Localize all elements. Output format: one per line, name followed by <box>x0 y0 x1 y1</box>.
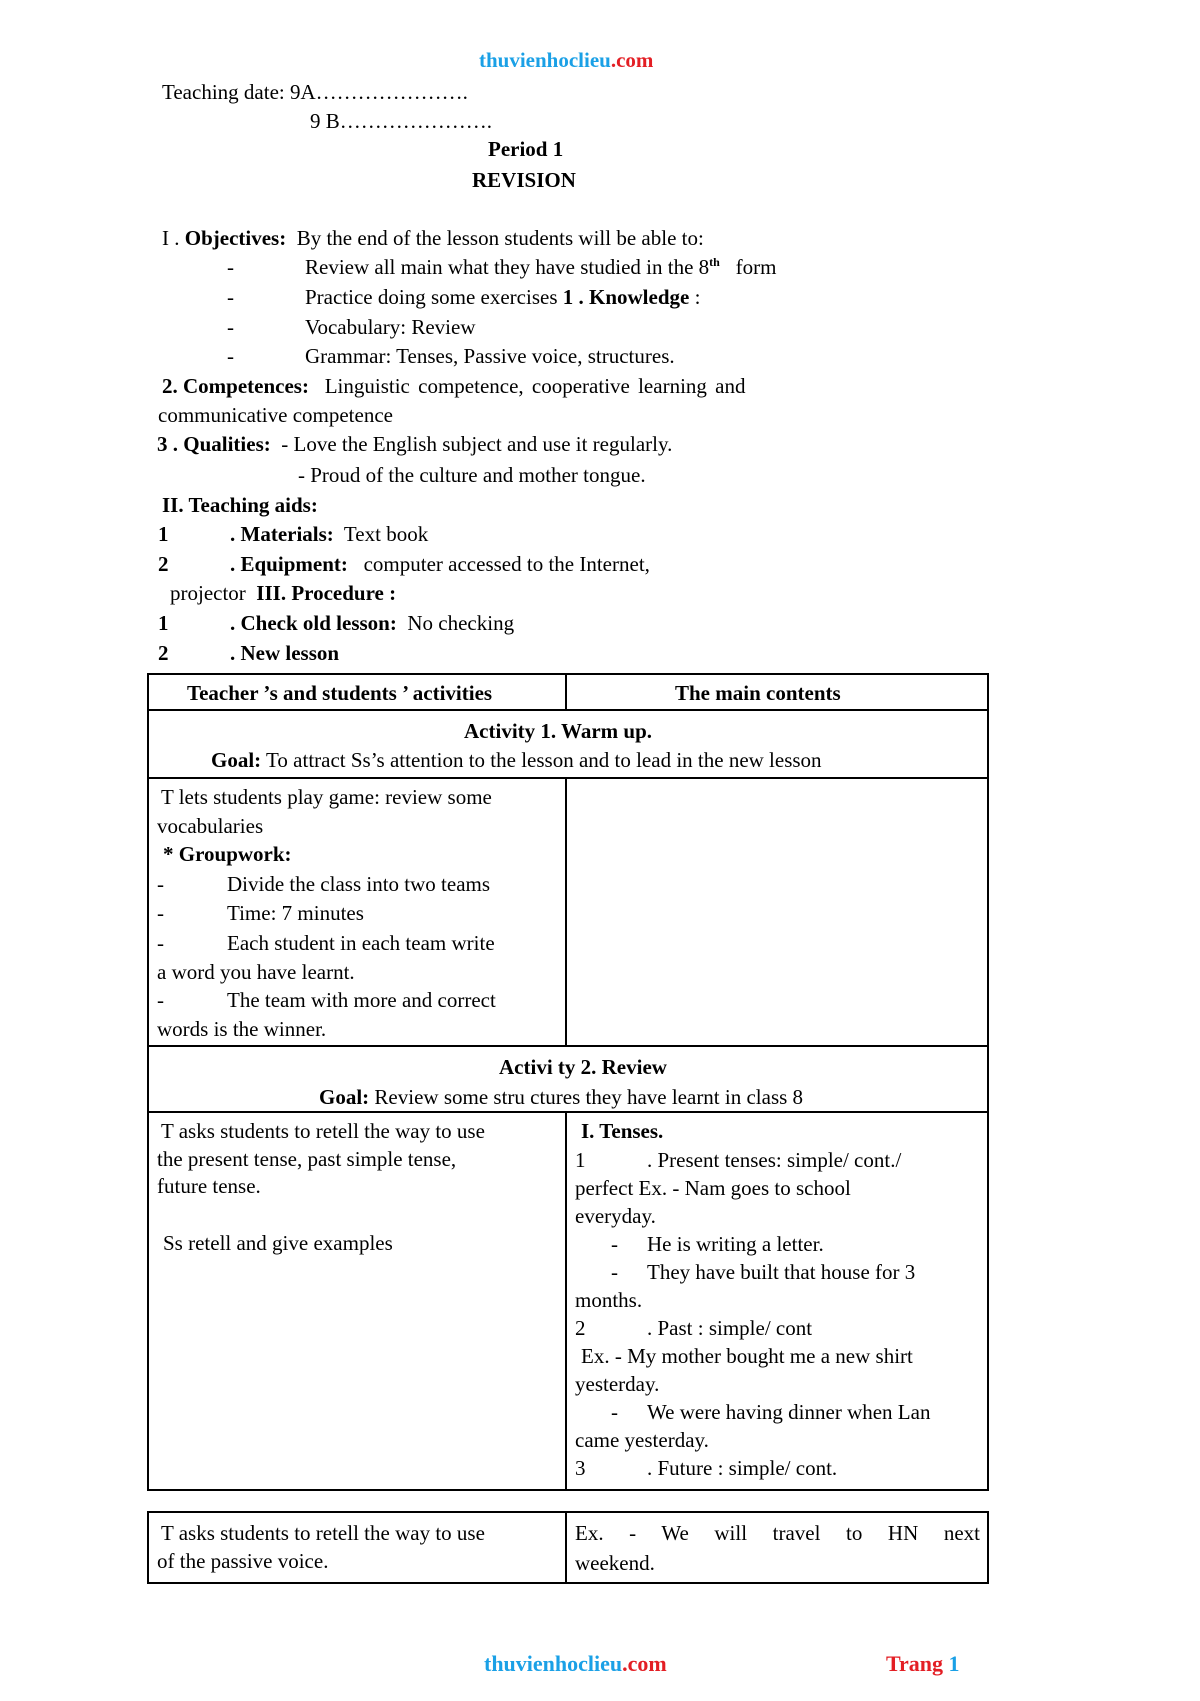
cell-list-item <box>157 931 495 956</box>
teaching-date-9b: 9 B…………………. <box>310 109 493 133</box>
equipment-line <box>158 552 650 577</box>
teaching-date-9a: Teaching date: 9A…………………. <box>162 80 468 104</box>
table-header-cell <box>149 675 567 709</box>
cell-line: came yesterday. <box>575 1428 709 1452</box>
groupwork-heading: * Groupwork: <box>163 842 292 866</box>
example-item <box>611 1232 824 1257</box>
cell-line: Ex. - My mother bought me a new shirt <box>581 1344 913 1368</box>
tense-text: . Future : simple/ cont. <box>647 1456 838 1480</box>
cell-list-item <box>157 988 496 1013</box>
procedure-heading: III. Procedure : <box>256 581 397 605</box>
goal-text: Review some stru ctures they have learnt in class 8 <box>374 1085 804 1109</box>
activity-body-row <box>149 779 987 1047</box>
quality-item: - Proud of the culture and mother tongue. <box>298 463 646 487</box>
bullet-dash: - <box>227 315 234 339</box>
activity-goal <box>319 1085 803 1110</box>
goal-label: Goal: <box>211 748 262 772</box>
competences-line <box>162 374 745 399</box>
activity-header-row <box>149 711 987 779</box>
objective-item <box>227 285 700 310</box>
check-old-lesson-line <box>158 611 514 636</box>
bullet-dash: - <box>227 285 234 309</box>
objective-text: Grammar: Tenses, Passive voice, structures. <box>305 344 675 368</box>
knowledge-heading: 1 . Knowledge <box>562 285 690 309</box>
period-label: Period 1 <box>488 137 564 161</box>
cell-line: T lets students play game: review some <box>161 785 492 809</box>
brand-tld: .com <box>610 48 654 72</box>
bullet-dash: - <box>157 988 164 1012</box>
objective-tail: form <box>735 255 777 279</box>
cell-line: the present tense, past simple tense, <box>157 1147 457 1171</box>
bullet-dash: - <box>157 901 164 925</box>
materials-value: Text book <box>343 522 429 546</box>
list-number: 1 <box>158 611 169 635</box>
tense-text: . Present tenses: simple/ cont./ <box>647 1148 902 1172</box>
quality-item: - Love the English subject and use it regularly. <box>281 432 673 456</box>
activities-cell <box>149 1513 567 1582</box>
list-text: Divide the class into two teams <box>227 872 491 896</box>
objectives-number: I . <box>162 226 180 250</box>
competences-text: Linguistic competence, cooperative learning and <box>324 374 746 398</box>
objective-item <box>227 344 675 369</box>
cell-line: perfect Ex. - Nam goes to school <box>575 1176 851 1200</box>
materials-label: . Materials: <box>230 522 334 546</box>
objectives-line <box>162 226 704 251</box>
table-header-cell <box>567 675 987 709</box>
list-number: 2 <box>158 552 169 576</box>
equipment-label: . Equipment: <box>230 552 348 576</box>
cell-line: future tense. <box>157 1174 261 1198</box>
new-lesson-label: . New lesson <box>230 641 340 665</box>
example-text: They have built that house for 3 <box>647 1260 916 1284</box>
example-text: He is writing a letter. <box>647 1232 824 1256</box>
cell-line: months. <box>575 1288 643 1312</box>
tense-item <box>575 1148 901 1173</box>
brand-tld: .com <box>622 1651 667 1676</box>
brand-name: thuvienhoclieu <box>479 48 611 72</box>
tense-item <box>575 1456 837 1481</box>
bullet-dash: - <box>611 1232 618 1256</box>
example-item <box>611 1260 915 1285</box>
bullet-dash: - <box>227 344 234 368</box>
check-value: No checking <box>407 611 515 635</box>
example-item <box>611 1400 930 1425</box>
cell-line: weekend. <box>575 1551 655 1575</box>
tenses-heading: I. Tenses. <box>581 1119 664 1143</box>
equipment-value: computer accessed to the Internet, <box>363 552 650 576</box>
activities-cell <box>149 779 567 1045</box>
materials-line <box>158 522 428 547</box>
list-number: 2 <box>158 641 169 665</box>
competences-heading: 2. Competences: <box>162 374 309 398</box>
tense-item <box>575 1316 812 1341</box>
cell-list-item <box>157 872 490 897</box>
example-text: We were having dinner when Lan <box>647 1400 931 1424</box>
activity-body-row <box>149 1113 987 1489</box>
new-lesson-line <box>158 641 339 666</box>
table-row <box>149 1513 987 1582</box>
ordinal-suffix: th <box>709 255 720 269</box>
cell-line: vocabularies <box>157 814 264 838</box>
objective-item <box>227 315 475 340</box>
list-number: 1 <box>575 1148 586 1172</box>
page-number <box>886 1651 960 1677</box>
column-header-activities: Teacher ’s and students ’ activities <box>187 681 493 705</box>
page-title: REVISION <box>472 168 576 192</box>
contents-cell <box>567 1513 987 1582</box>
header-brand <box>479 48 653 73</box>
cell-line: T asks students to retell the way to use <box>161 1521 485 1545</box>
competences-cont: communicative competence <box>158 403 393 427</box>
objective-text: Vocabulary: Review <box>305 315 476 339</box>
teaching-aids-heading: II. Teaching aids: <box>162 493 318 517</box>
footer-brand <box>484 1651 667 1677</box>
cell-line: T asks students to retell the way to use <box>161 1119 485 1143</box>
list-text: The team with more and correct <box>227 988 496 1012</box>
cell-line: yesterday. <box>575 1372 660 1396</box>
activity-goal <box>211 748 822 773</box>
cell-line: everyday. <box>575 1204 656 1228</box>
page-label: Trang <box>886 1651 944 1676</box>
list-number: 1 <box>158 522 169 546</box>
contents-cell <box>567 779 987 1045</box>
list-text: Each student in each team write <box>227 931 495 955</box>
cell-line: Ss retell and give examples <box>163 1231 393 1255</box>
objective-item <box>227 255 776 280</box>
bullet-dash: - <box>611 1260 618 1284</box>
cell-list-item <box>157 901 364 926</box>
objectives-intro: By the end of the lesson students will be able to: <box>296 226 704 250</box>
cell-line: words is the winner. <box>157 1017 327 1041</box>
contents-cell <box>567 1113 987 1489</box>
list-text: Time: 7 minutes <box>227 901 364 925</box>
objectives-heading: Objectives: <box>184 226 287 250</box>
activities-cell <box>149 1113 567 1489</box>
cell-line: a word you have learnt. <box>157 960 355 984</box>
objective-text: Review all main what they have studied in the 8 <box>305 255 710 279</box>
goal-text: To attract Ss’s attention to the lesson and to lead in the new lesson <box>266 748 822 772</box>
cell-line: Ex. - We will travel to HN next <box>575 1521 980 1545</box>
bullet-dash: - <box>157 931 164 955</box>
lesson-table <box>147 673 989 1491</box>
equipment-cont-line <box>170 581 396 606</box>
objective-text: Practice doing some exercises <box>305 285 558 309</box>
activity-header-row <box>149 1047 987 1113</box>
cell-line: of the passive voice. <box>157 1549 329 1573</box>
activity-title: Activity 1. Warm up. <box>464 719 653 743</box>
qualities-heading: 3 . Qualities: <box>157 432 271 456</box>
bullet-dash: - <box>157 872 164 896</box>
bullet-dash: - <box>227 255 234 279</box>
bullet-dash: - <box>611 1400 618 1424</box>
brand-name: thuvienhoclieu <box>484 1651 623 1676</box>
goal-label: Goal: <box>319 1085 370 1109</box>
page-num: 1 <box>948 1651 960 1676</box>
activity-title: Activi ty 2. Review <box>499 1055 667 1079</box>
objective-tail: : <box>694 285 701 309</box>
table-header-row <box>149 675 987 711</box>
passive-voice-table <box>147 1511 989 1584</box>
equipment-cont: projector <box>170 581 246 605</box>
list-number: 2 <box>575 1316 586 1340</box>
check-label: . Check old lesson: <box>230 611 397 635</box>
tense-text: . Past : simple/ cont <box>647 1316 813 1340</box>
qualities-line <box>157 432 672 457</box>
list-number: 3 <box>575 1456 586 1480</box>
column-header-contents: The main contents <box>675 681 841 705</box>
